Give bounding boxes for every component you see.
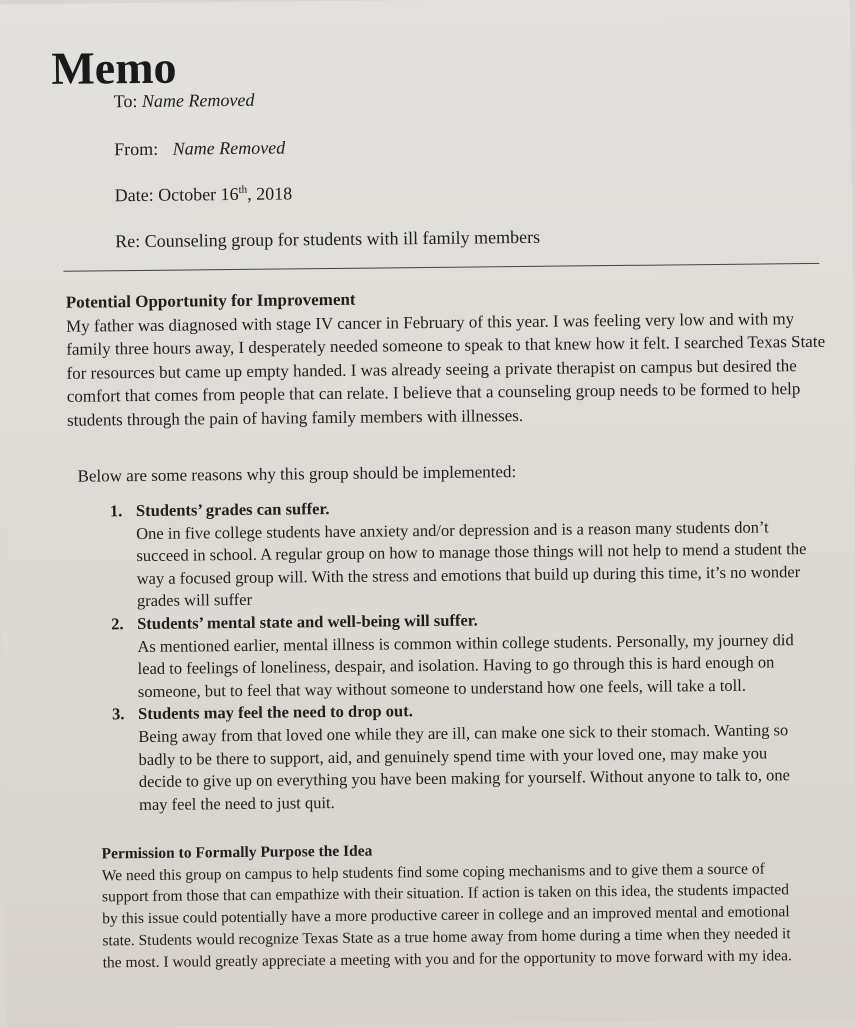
to-line bbox=[114, 90, 255, 112]
permission-section bbox=[101, 836, 792, 973]
to-value: Name Removed bbox=[141, 89, 255, 111]
from-value: Name Removed bbox=[172, 137, 286, 159]
item-number: 3. bbox=[112, 704, 125, 724]
date-value: October 16th, 2018 bbox=[158, 183, 293, 205]
reasons-list bbox=[110, 493, 813, 817]
item-number: 2. bbox=[111, 614, 124, 634]
item-title: Students’ grades can suffer. bbox=[135, 499, 330, 521]
re-value: Counseling group for students with ill family members bbox=[144, 226, 541, 251]
re-line bbox=[115, 227, 540, 252]
reasons-lead: Below are some reasons why this group should be implemented: bbox=[77, 462, 517, 486]
item-title: Students’ mental state and well-being will suffer. bbox=[137, 610, 478, 634]
from-line bbox=[114, 137, 285, 160]
list-item bbox=[111, 606, 812, 704]
item-title: Students may feel the need to drop out. bbox=[137, 701, 413, 724]
memo-title: Memo bbox=[51, 41, 177, 94]
to-label: To: bbox=[113, 91, 138, 112]
item-text: One in five college students have anxiety and/or depression and is a reason many students don’t succeed in school. A regular group on how to manage those things will not help to mend a student the way a focused group will. With the stress and emotions that build up during this time, it’s no wonder grades will suffer bbox=[136, 517, 807, 611]
item-text: Being away from that loved one while they are ill, can make one sick to their stomach. Wanting so badly to be there to support, aid, and genuinely spend time with your loved one, may make you decide to give up on everything you have been making for yourself. Without anyone to talk to, one may feel the need to just quit. bbox=[138, 720, 790, 814]
improvement-section bbox=[66, 283, 827, 432]
date-line bbox=[115, 183, 293, 206]
improvement-heading: Potential Opportunity for Improvement bbox=[65, 289, 356, 312]
item-number: 1. bbox=[109, 501, 123, 521]
from-label: From: bbox=[114, 138, 159, 160]
list-item bbox=[110, 493, 811, 613]
list-item bbox=[112, 696, 813, 816]
permission-body: We need this group on campus to help students find some coping mechanisms and to give them a source of support from those that can empathize with their situation. If action is taken on this idea, the students impacted by this issue could potentially have a more productive career in college and an improved mental and emotional state. Students would recognize Texas State as a true home away from home during a time when they needed it the most. I would greatly appreciate a meeting with you and for the opportunity to move forward with my idea. bbox=[101, 860, 792, 971]
permission-heading: Permission to Formally Purpose the Idea bbox=[101, 842, 373, 863]
re-label: Re: bbox=[115, 230, 141, 252]
item-text: As mentioned earlier, mental illness is common within college students. Personally, my journey did lead to feelings of loneliness, despair, and isolation. Having to go through this is hard enough on someone, but to feel that way without someone to understand how one feels, will take a toll. bbox=[137, 629, 794, 701]
header-divider bbox=[63, 263, 819, 272]
date-label: Date: bbox=[114, 184, 154, 206]
improvement-body: My father was diagnosed with stage IV cancer in February of this year. I was feeling very low and with my family three hours away, I desperately needed someone to speak to that knew how it felt. I searched Texas State for resources but came up empty handed. I was already seeing a private therapist on campus but desired the comfort that comes from people that can relate. I believe that a counseling group needs to be formed to help students through the pain of having family members with illnesses. bbox=[65, 308, 826, 430]
